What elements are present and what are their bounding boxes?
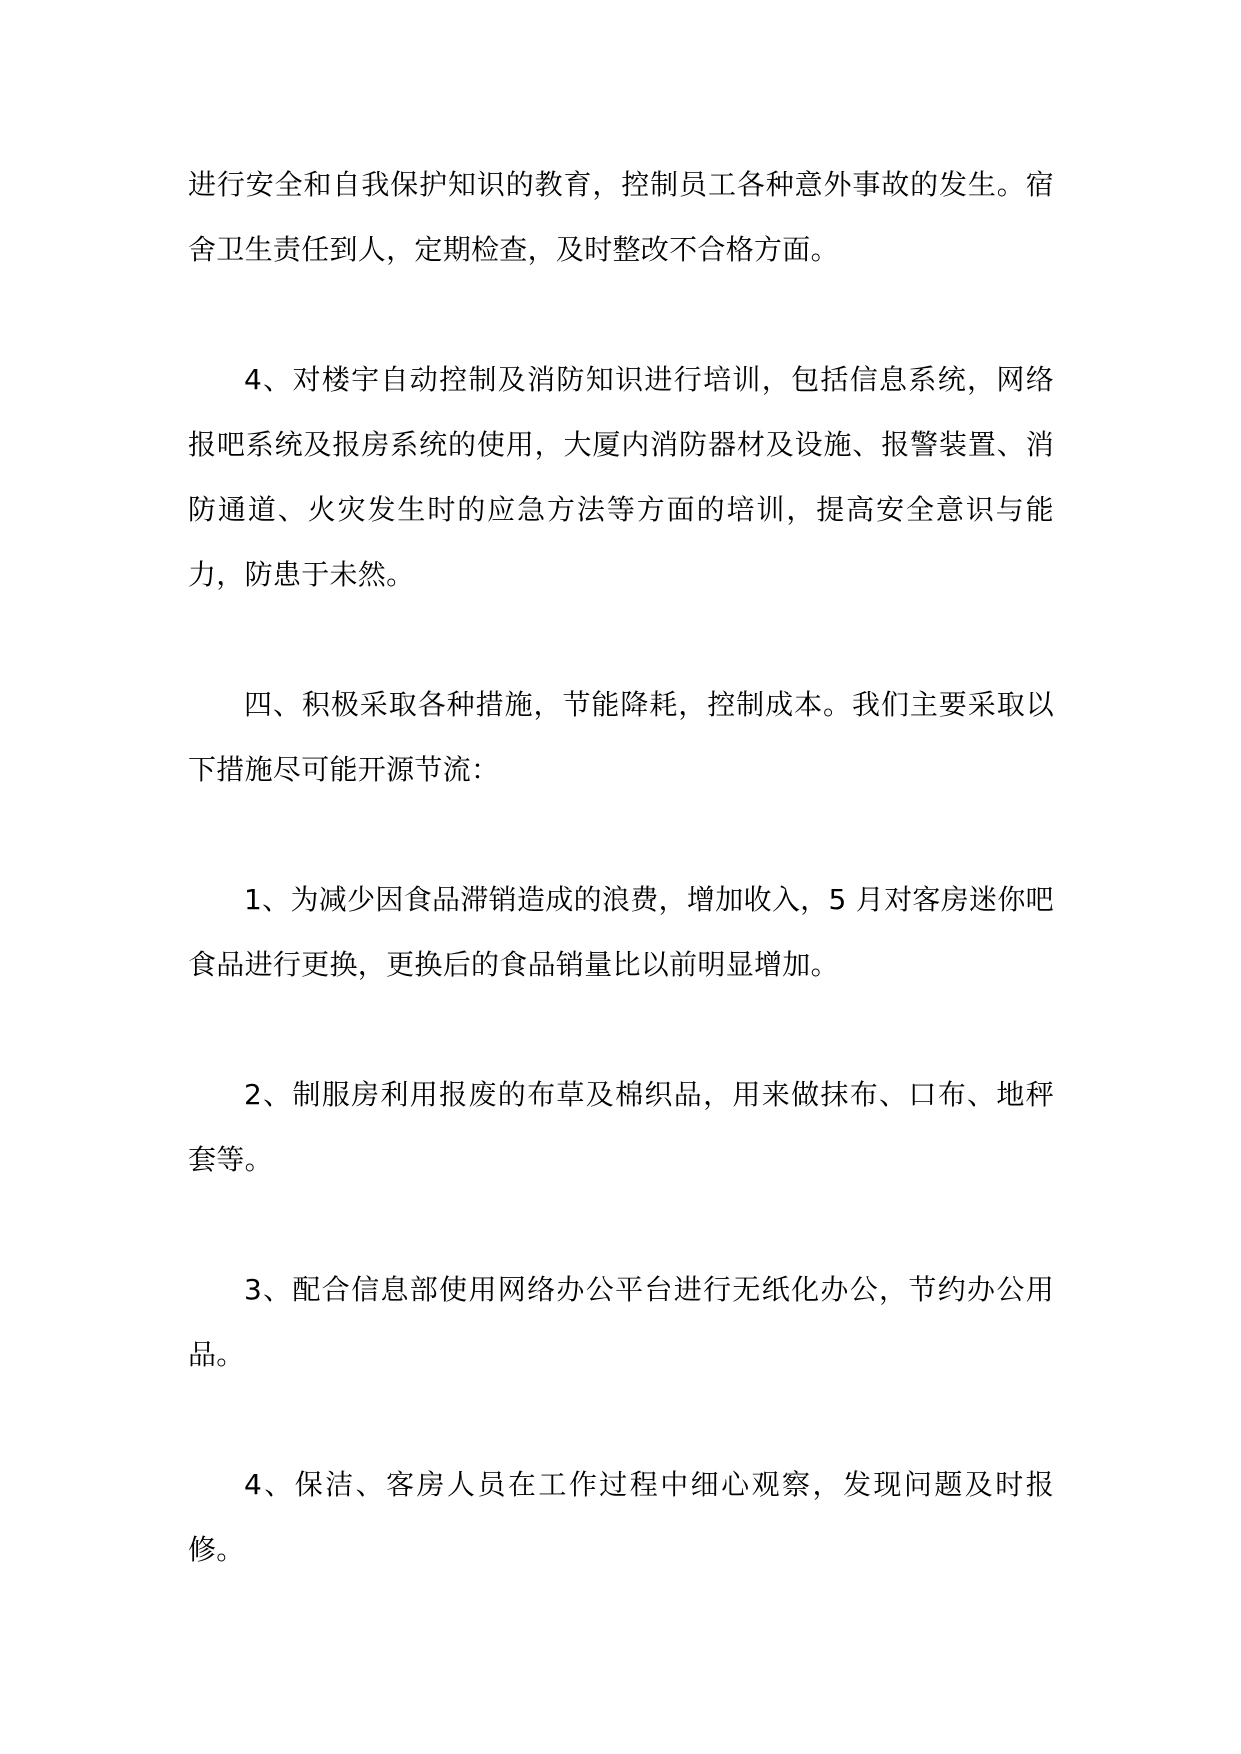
- paragraph-item-4: 4、保洁、客房人员在工作过程中细心观察，发现问题及时报修。: [188, 1468, 1054, 1566]
- paragraph-item-3: 3、配合信息部使用网络办公平台进行无纸化办公，节约办公用品。: [188, 1273, 1054, 1371]
- paragraph-item-2: 2、制服房利用报废的布草及棉织品，用来做抹布、口布、地秤套等。: [188, 1078, 1054, 1176]
- paragraph-continuation: 进行安全和自我保护知识的教育，控制员工各种意外事故的发生。宿舍卫生责任到人，定期检查，及时整改不合格方面。: [188, 168, 1054, 266]
- paragraph-section-4-heading: 四、积极采取各种措施，节能降耗，控制成本。我们主要采取以下措施尽可能开源节流：: [188, 688, 1054, 786]
- paragraph-item-4-training: 4、对楼宇自动控制及消防知识进行培训，包括信息系统，网络报吧系统及报房系统的使用，大厦内消防器材及设施、报警装置、消防通道、火灾发生时的应急方法等方面的培训，提高安全意识与能力，防患于未然。: [188, 363, 1054, 591]
- document-body: [188, 152, 1054, 1647]
- paragraph-item-1: 1、为减少因食品滞销造成的浪费，增加收入，5 月对客房迷你吧食品进行更换，更换后的食品销量比以前明显增加。: [188, 883, 1054, 981]
